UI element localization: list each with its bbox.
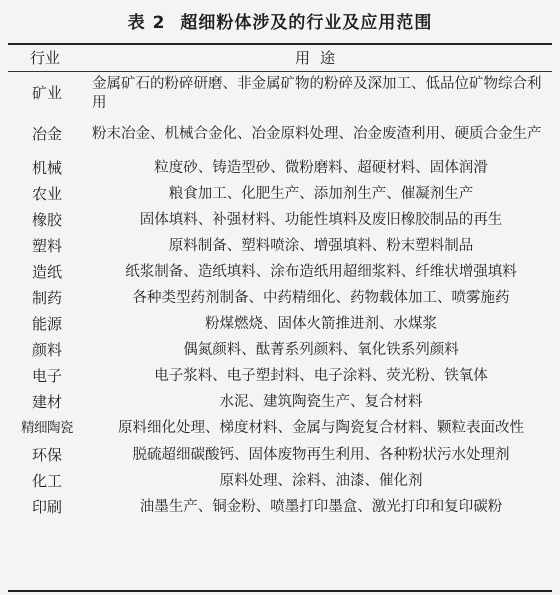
application-cell: 脱硫超细碳酸钙、固体废物再生利用、各种粉状污水处理剂: [132, 446, 510, 463]
industry-cell: 造纸: [31, 262, 62, 281]
table-row: [8, 285, 552, 311]
industry-cell: 化工: [31, 471, 62, 490]
table-row: [8, 494, 552, 520]
industry-cell: 矿业: [31, 84, 62, 102]
table-row: [8, 233, 552, 259]
table-title: 超细粉体涉及的行业及应用范围: [180, 13, 433, 33]
application-cell: 粉末冶金、机械合金化、冶金原料处理、冶金废渣利用、硬质合金生产: [92, 126, 542, 142]
header-rule: [8, 71, 552, 72]
industry-cell: 农业: [31, 184, 62, 203]
industry-cell: 能源: [31, 315, 62, 334]
table-row: [8, 442, 552, 468]
application-cell: 原料细化处理、梯度材料、金属与陶瓷复合材料、颗粒表面改性: [118, 420, 524, 437]
application-cell: 电子浆料、电子塑封料、电子涂料、荧光粉、铁氧体: [154, 368, 488, 385]
industry-cell: 颜料: [31, 341, 62, 360]
table-row: [8, 312, 552, 338]
application-cell: 各种类型药剂制备、中药精细化、药物载体加工、喷雾施药: [132, 290, 510, 307]
application-cell: 粒度砂、铸造型砂、微粉磨料、超硬材料、固体润滑: [154, 159, 488, 176]
application-cell: 水泥、建筑陶瓷生产、复合材料: [219, 394, 423, 411]
industry-cell: 印刷: [31, 497, 62, 516]
table-row: [8, 259, 552, 285]
application-cell: 原料处理、涂料、油漆、催化剂: [219, 472, 423, 489]
industry-cell: 机械: [31, 158, 62, 177]
industry-cell: 冶金: [31, 125, 62, 143]
industry-cell: 橡胶: [31, 210, 62, 229]
table-row: [8, 73, 552, 114]
bottom-rule: [8, 590, 552, 592]
table-row: [8, 207, 552, 233]
application-cell: 粉煤燃烧、固体火箭推进剂、水煤浆: [205, 316, 437, 333]
application-cell: 油墨生产、铜金粉、喷墨打印墨盒、激光打印和复印碳粉: [139, 498, 503, 515]
industry-cell: 建材: [31, 393, 62, 412]
table-row: [8, 364, 552, 390]
application-cell: 金属矿石的粉碎研磨、非金属矿物的粉碎及深加工、低品位矿物综合利用: [92, 75, 542, 111]
application-cell: 原料制备、塑料喷涂、增强填料、粉末塑料制品: [168, 237, 474, 254]
table-row: [8, 155, 552, 181]
industry-cell: 电子: [31, 367, 62, 386]
application-cell: 纸浆制备、造纸填料、涂布造纸用超细浆料、纤维状增强填料: [125, 263, 517, 280]
top-rule: [8, 43, 552, 45]
table-row: [8, 338, 552, 364]
table-row: [8, 390, 552, 416]
table-row: [8, 114, 552, 155]
header-industry: 行业: [29, 49, 60, 67]
table-row: [8, 416, 552, 442]
application-cell: 固体填料、补强材料、功能性填料及废旧橡胶制品的再生: [139, 211, 503, 228]
industry-cell: 精细陶瓷: [21, 420, 73, 437]
table-body: [8, 73, 552, 520]
header-application: 用途: [294, 49, 345, 67]
industry-cell: 制药: [31, 289, 62, 308]
application-cell: 粮食加工、化肥生产、添加剂生产、催凝剂生产: [168, 185, 474, 202]
application-cell: 偶氮颜料、酞菁系列颜料、氧化铁系列颜料: [183, 342, 459, 359]
table-row: [8, 181, 552, 207]
industry-cell: 环保: [31, 445, 62, 464]
industry-cell: 塑料: [31, 236, 62, 255]
table-caption: [0, 8, 560, 33]
table-row: [8, 468, 552, 494]
table-number: 表 2: [127, 13, 166, 33]
